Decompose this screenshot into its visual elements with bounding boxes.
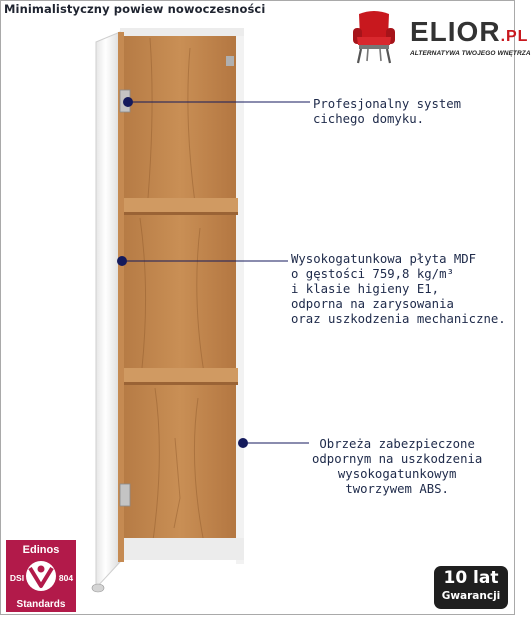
callout-1-line-2: cichego domyku. (313, 112, 425, 126)
brand-name: ELIOR.PL (410, 16, 529, 47)
callout-2-line-4: odporna na zarysowania (291, 297, 454, 311)
callout-2-line-2: o gęstości 759,8 kg/m³ (291, 267, 454, 281)
callout-3-line-4: tworzywem ABS. (345, 482, 449, 496)
armchair-icon (344, 6, 404, 66)
callout-3-line-2: odpornym na uszkodzenia (312, 452, 483, 466)
callout-silent-close (313, 97, 461, 127)
edinos-certificate-badge (6, 540, 76, 612)
callout-abs-edges (312, 437, 482, 497)
callout-3-line-3: wysokogatunkowym (337, 467, 457, 481)
cabinet-top (120, 28, 244, 36)
cabinet-body (120, 30, 240, 560)
callout-2-line-1: Wysokogatunkowa płyta MDF (291, 252, 477, 266)
warranty-badge (434, 566, 508, 609)
warranty-years: 10 lat (443, 568, 499, 588)
shelf-upper (124, 198, 238, 212)
certificate-top-text: Edinos (22, 544, 60, 556)
cabinet-door (96, 32, 120, 588)
warranty-label: Gwarancji (441, 590, 501, 602)
cabinet-bottom (120, 538, 244, 560)
brand-tld: .PL (500, 28, 529, 45)
callout-3-line-1: Obrzeża zabezpieczone (319, 437, 475, 451)
product-image (80, 28, 250, 618)
callout-1-line-1: Profesjonalny system (313, 97, 462, 111)
certificate-right-code: 804 (58, 573, 74, 583)
brand-tagline: ALTERNATYWA TWOJEGO WNĘTRZA (410, 50, 531, 57)
callout-2-line-3: i klasie higieny E1, (291, 282, 440, 296)
cabinet-side (236, 28, 244, 564)
hinge-top (120, 90, 130, 112)
hinge-bottom (120, 484, 130, 506)
callout-2-line-5: oraz uszkodzenia mechaniczne. (291, 312, 506, 326)
headline: Minimalistyczny powiew nowoczesności (4, 2, 266, 16)
shelf-lower (124, 368, 238, 382)
brand-logo (344, 6, 531, 66)
certificate-left-code: DSI (9, 573, 25, 583)
callout-mdf-board (291, 252, 506, 327)
certificate-bottom-text: Standards (16, 599, 66, 610)
